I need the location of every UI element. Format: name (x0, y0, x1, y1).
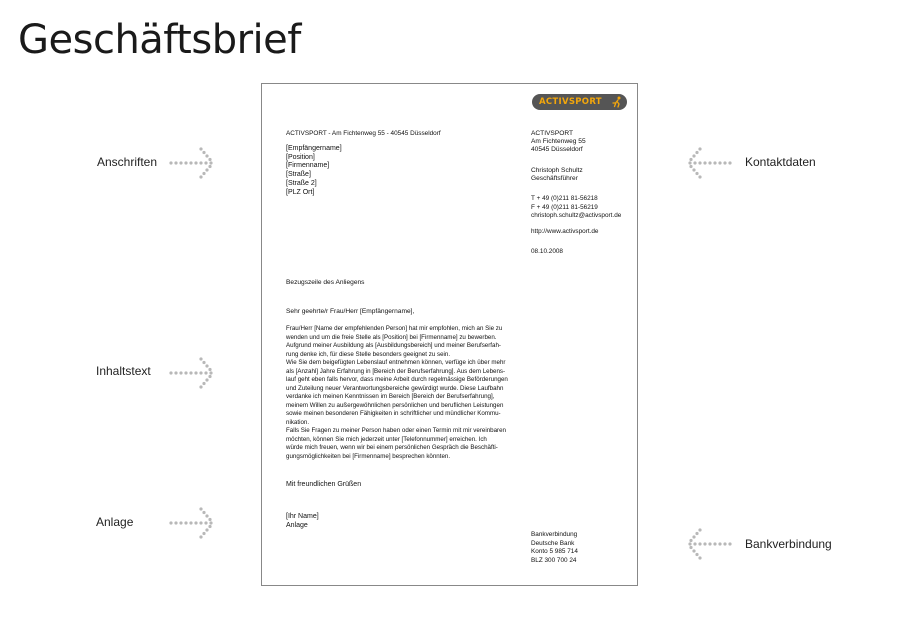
body-line: möchten, können Sie mich jederzeit unter [Telefonnummer] erreichen. Ich (286, 435, 487, 443)
company-city: 40545 Düsseldorf (531, 145, 583, 153)
body-line: Frau/Herr [Name der empfehlenden Person] hat mir empfohlen, mich an Sie zu (286, 325, 503, 332)
logo-text: ACTIVSPORT (539, 97, 602, 107)
body-line: rung denke ich, für diese Stelle besonders geeignet zu sein. (286, 350, 451, 358)
bank-heading: Bankverbindung (531, 531, 578, 538)
label-anlage: Anlage (96, 515, 134, 529)
subject-line: Bezugszeile des Anliegens (286, 279, 365, 286)
contact-phone (531, 195, 621, 221)
body-line: meinem Willen zu außergewöhnlichen persönlichen und beruflichen Leistungen (286, 401, 504, 409)
contact-name: Christoph Schultz (531, 167, 583, 174)
recipient-line: [Firmenname] (286, 162, 330, 170)
runner-icon (611, 96, 623, 108)
activsport-logo (532, 94, 627, 110)
body-line: wenden und um die freie Stelle als [Position] bei [Firmenname] zu bewerben. (286, 333, 497, 341)
label-bankverbindung: Bankverbindung (745, 537, 832, 551)
body-text (286, 325, 531, 461)
fax-number: F + 49 (0)211 81-56219 (531, 203, 598, 211)
closing: Mit freundlichen Grüßen (286, 481, 362, 488)
enclosure-label: Anlage (286, 521, 308, 529)
signature-name: [Ihr Name] (286, 513, 319, 520)
email-address: christoph.schultz@activsport.de (531, 212, 622, 220)
bank-details (531, 531, 578, 566)
body-line: verdanke ich meinen Kenntnissen im Bereich [Bereich der Berufserfahrung], (286, 393, 495, 400)
label-anschriften: Anschriften (97, 155, 158, 169)
website: http://www.activsport.de (531, 228, 599, 235)
sender-line: ACTIVSPORT - Am Fichtenweg 55 - 40545 Düsseldorf (286, 130, 441, 137)
phone-number: T + 49 (0)211 81-56218 (531, 195, 598, 202)
label-kontaktdaten: Kontaktdaten (745, 155, 816, 169)
dotted-arrow-left-icon (685, 146, 733, 180)
body-line: würde mich freuen, wenn wir bei einem persönlichen Gespräch die Beschäfti- (286, 444, 498, 451)
contact-role: Geschäftsführer (531, 175, 578, 182)
dotted-arrow-right-icon (168, 146, 216, 180)
recipient-line: [Straße 2] (286, 179, 317, 187)
bank-name: Deutsche Bank (531, 539, 575, 547)
label-inhaltstext: Inhaltstext (96, 364, 151, 378)
body-line: als [Anzahl] Jahre Erfahrung in [Bereich der Berufserfahrung]. Aus dem Lebens- (286, 367, 506, 375)
body-line: lauf geht eben falls hervor, dass meine Arbeit durch regelmässige Beförderungen (286, 376, 508, 383)
signature-block (286, 513, 319, 530)
page-title: Geschäftsbrief (18, 17, 301, 63)
company-name: ACTIVSPORT (531, 130, 574, 137)
body-line: sowie meinen besonderen Fähigkeiten in schriftlicher und mündlicher Kommu- (286, 410, 501, 417)
bank-code: BLZ 300 700 24 (531, 557, 577, 565)
body-line: Wie Sie dem beigefügten Lebenslauf entnehmen können, verfüge ich über mehr (286, 359, 506, 366)
dotted-arrow-right-icon (168, 356, 216, 390)
letter-page (261, 83, 638, 586)
company-street: Am Fichtenweg 55 (531, 137, 586, 145)
bank-account: Konto 5 985 714 (531, 548, 578, 556)
dotted-arrow-right-icon (168, 506, 216, 540)
recipient-line: [Empfängername] (286, 145, 342, 152)
body-line: und Zuteilung neuer Verantwortungsbereiche gewürdigt wurde. Diese Laufbahn (286, 384, 504, 392)
body-line: Falls Sie Fragen zu meiner Person haben oder einen Termin mit mir vereinbaren (286, 427, 506, 434)
body-line: gungsmöglichkeiten bei [Firmenname] besprechen könnten. (286, 452, 451, 460)
recipient-line: [Position] (286, 153, 315, 161)
company-address (531, 130, 586, 153)
contact-person (531, 167, 583, 183)
letter-date: 08.10.2008 (531, 248, 563, 255)
recipient-address (286, 145, 342, 197)
recipient-line: [PLZ Ort] (286, 188, 315, 196)
salutation: Sehr geehrte/r Frau/Herr [Empfängername], (286, 308, 415, 315)
recipient-line: [Straße] (286, 171, 311, 179)
dotted-arrow-left-icon (685, 527, 733, 561)
body-line: nikation. (286, 418, 310, 426)
body-line: Aufgrund meiner Ausbildung als [Ausbildungsbereich] und meiner Berufserfah- (286, 342, 501, 349)
